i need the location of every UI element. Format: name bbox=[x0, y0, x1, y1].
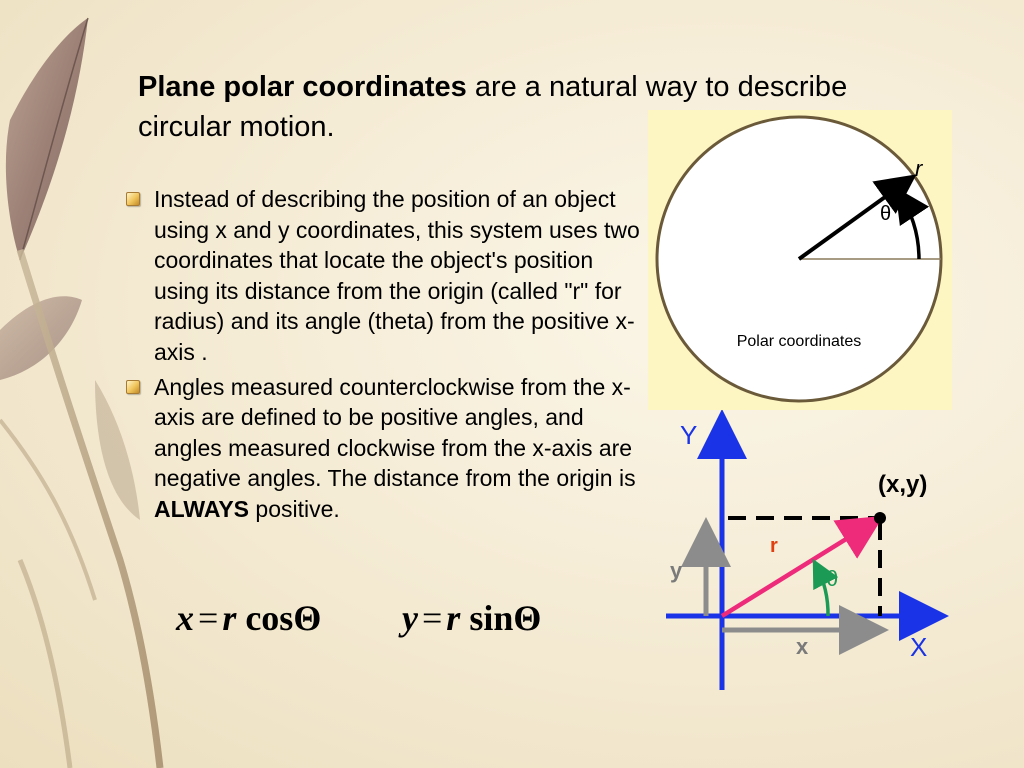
bullet-text-definition: Instead of describing the position of an object using x and y coordinates, this system uses two coordinates that locate the object's position using its distance from the origin (called "r" for radius) and its angle (theta) from the positive x-axis . bbox=[154, 186, 640, 365]
formula-x bbox=[176, 596, 321, 640]
formula-y-r: r bbox=[446, 598, 461, 638]
y-axis-label: Y bbox=[680, 420, 698, 450]
r-vector bbox=[722, 523, 872, 616]
title-rest-text: are a natural way to describe circular motion. bbox=[138, 71, 848, 143]
y-component-label: y bbox=[670, 558, 683, 583]
bullet-text-angles: Angles measured counterclockwise from the x-axis are defined to be positive angles, and angles measured clockwise from the x-axis are negative angles. The distance from the origin is bbox=[154, 373, 636, 492]
formula-y-function: sin bbox=[469, 598, 514, 638]
theta-label: θ bbox=[826, 566, 839, 591]
point-label: (x,y) bbox=[878, 471, 928, 498]
r-label: r bbox=[770, 535, 778, 557]
cartesian-polar-figure bbox=[660, 410, 950, 700]
square-bullet-icon bbox=[126, 380, 140, 394]
x-component-label: x bbox=[796, 634, 809, 659]
formula-x-r: r bbox=[222, 598, 237, 638]
formula-x-equals: = bbox=[198, 598, 219, 638]
formula-x-angle: Θ bbox=[293, 598, 322, 638]
axes-diagram bbox=[660, 410, 950, 700]
x-axis-label: X bbox=[910, 632, 928, 662]
square-bullet-icon bbox=[126, 192, 140, 206]
formula-y-equals: = bbox=[421, 598, 443, 638]
polar-caption: Polar coordinates bbox=[736, 333, 862, 350]
point-marker bbox=[874, 512, 886, 524]
formula-y-lhs: y bbox=[402, 598, 418, 638]
bullet-item-angles bbox=[124, 372, 644, 525]
formula-x-lhs: x bbox=[176, 598, 194, 638]
bullet-item-definition bbox=[124, 184, 644, 368]
bullet-text-always: ALWAYS bbox=[154, 495, 250, 522]
title-bold-text: Plane polar coordinates bbox=[138, 71, 467, 103]
formula-x-function: cos bbox=[245, 598, 294, 638]
formula-y bbox=[402, 596, 541, 640]
bullet-text-tail: positive. bbox=[249, 495, 340, 522]
polar-diagram bbox=[648, 110, 952, 410]
bullet-list bbox=[124, 184, 644, 529]
formula-y-angle: Θ bbox=[513, 598, 542, 638]
polar-theta-label: θ bbox=[880, 203, 892, 225]
polar-r-label: r bbox=[915, 156, 923, 181]
polar-coordinates-figure bbox=[648, 110, 952, 410]
